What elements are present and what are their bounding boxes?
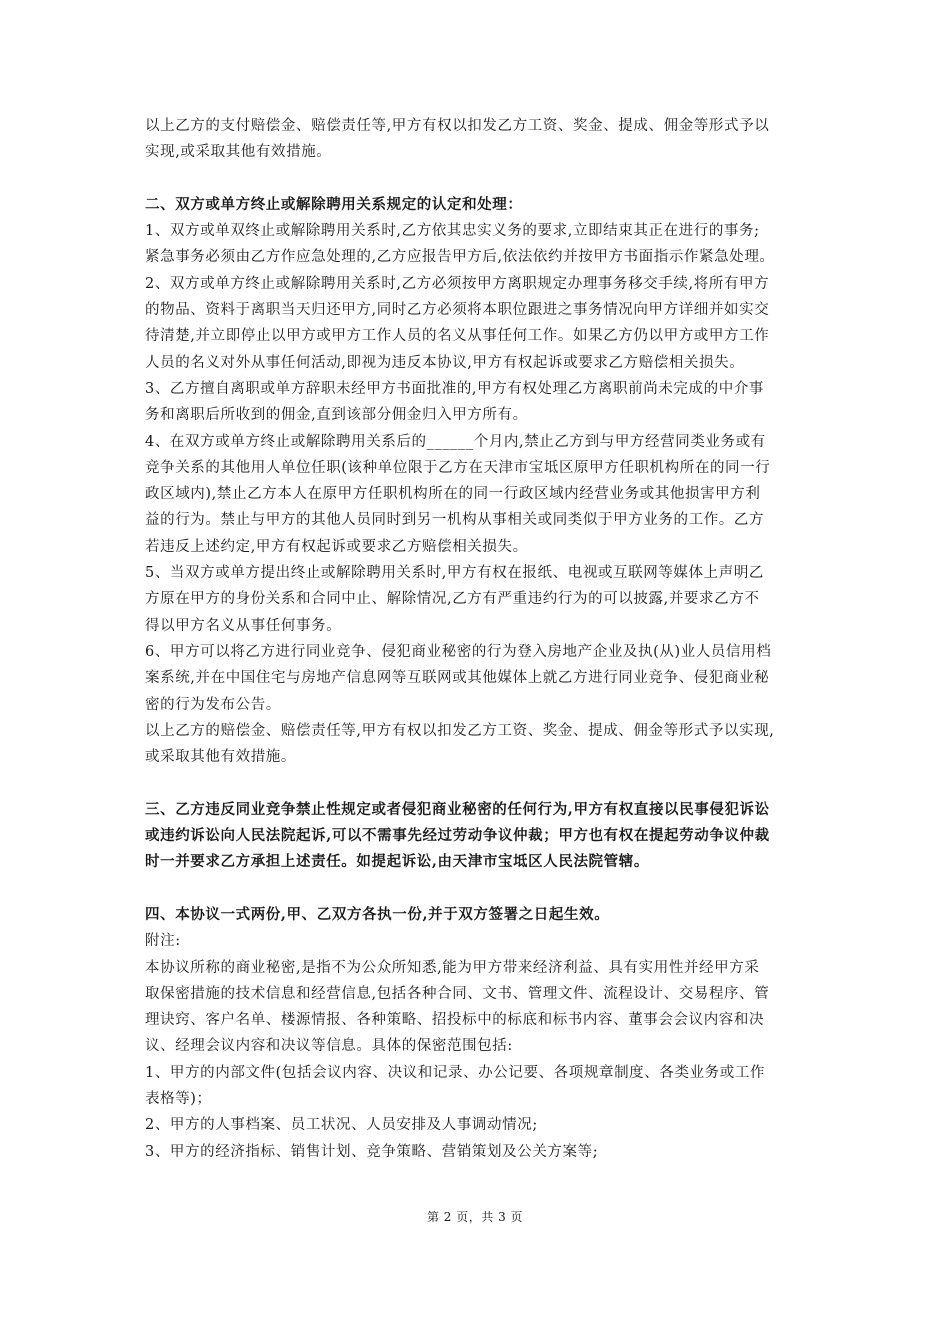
body-text-line: 实现,或采取其他有效措施。 (145, 144, 332, 161)
blank-line (145, 770, 809, 796)
body-text-line: 2、双方或单方终止或解除聘用关系时,乙方必须按甲方离职规定办理事务移交手续,将所有甲方 (145, 275, 770, 292)
body-text-line: 政区域内),禁止乙方本人在原甲方任职机构所在的同一行政区域内经营业务或其他损害甲方利 (145, 486, 761, 503)
page-number: 第 2 页，共 3 页 (426, 1210, 524, 1224)
body-text-line: 的物品、资料于离职当天归还甲方,同时乙方必须将本职位跟进之事务情况向甲方详细并如实交 (145, 302, 770, 319)
body-text-line: 人员的名义对外从事任何活动,即视为违反本协议,甲方有权起诉或要求乙方赔偿相关损失。 (145, 354, 745, 371)
body-text-line: 4、在双方或单方终止或解除聘用关系后的______个月内,禁止乙方到与甲方经营同类业务或有 (145, 433, 766, 450)
body-text-line: 若违反上述约定,甲方有权起诉或要求乙方赔偿相关损失。 (145, 538, 528, 555)
body-text-line: 3、甲方的经济指标、销售计划、竞争策略、营销策划及公关方案等; (145, 1143, 599, 1160)
body-text-line: 议、经理会议内容和决议等信息。具体的保密范围包括: (145, 1038, 513, 1055)
body-text-line: 1、甲方的内部文件(包括会议内容、决议和记录、办公记要、各项规章制度、各类业务或工作 (145, 1064, 766, 1081)
page-footer (0, 1208, 950, 1225)
body-text-line: 取保密措施的技术信息和经营信息,包括各种合同、文书、管理文件、流程设计、交易程序、管 (145, 985, 770, 1002)
blank-line (145, 876, 809, 902)
body-text-line: 方原在甲方的身份关系和合同中止、解除情况,乙方有严重违约行为的可以披露,并要求乙方不 (145, 591, 760, 608)
blank-line (145, 166, 809, 192)
body-text-line: 理诀窍、客户名单、楼源情报、各种策略、招投标中的标底和标书内容、董事会会议内容和决 (145, 1012, 765, 1029)
body-text-line: 本协议所称的商业秘密,是指不为公众所知悉,能为甲方带来经济利益、具有实用性并经甲方采 (145, 959, 760, 976)
body-text-line: 益的行为。禁止与甲方的其他人员同时到另一机构从事相关或同类似于甲方业务的工作。乙方 (145, 512, 765, 529)
section-heading-line: 二、双方或单方终止或解除聘用关系规定的认定和处理： (145, 195, 523, 213)
body-text-line: 以上乙方的支付赔偿金、赔偿责任等,甲方有权以扣发乙方工资、奖金、提成、佣金等形式予以 (145, 118, 770, 134)
body-text-line: 以上乙方的赔偿金、赔偿责任等,甲方有权以扣发乙方工资、奖金、提成、佣金等形式予以实现, (145, 722, 775, 739)
section-heading-line: 时一并要求乙方承担上述责任。如提起诉讼,由天津市宝坻区人民法院管辖。 (145, 853, 649, 871)
body-text-line: 得以甲方名义从事任何事务。 (145, 617, 342, 634)
body-text-line: 6、甲方可以将乙方进行同业竞争、侵犯商业秘密的行为登入房地产企业及执(从)业人员信用档 (145, 643, 772, 660)
body-text-line: 3、乙方擅自离职或单方辞职未经甲方书面批准的,甲方有权处理乙方离职前尚未完成的中介事 (145, 380, 765, 397)
body-text-line: 密的行为发布公告。 (145, 696, 281, 713)
body-text-line: 5、当双方或单方提出终止或解除聘用关系时,甲方有权在报纸、电视或互联网等媒体上声明乙 (145, 565, 765, 582)
section-heading-line: 或违约诉讼向人民法院起诉,可以不需事先经过劳动争议仲裁；甲方也有权在提起劳动争议仲裁 (145, 827, 770, 845)
body-text-line: 2、甲方的人事档案、员工状况、人员安排及人事调动情况; (145, 1117, 538, 1134)
body-text-line: 或采取其他有效措施。 (145, 749, 296, 766)
section-heading-line: 四、本协议一式两份,甲、乙双方各执一份,并于双方签署之日起生效。 (145, 905, 610, 923)
body-text-line: 1、双方或单双终止或解除聘用关系时,乙方依其忠实义务的要求,立即结束其正在进行的事务; (145, 223, 760, 240)
body-text-line: 务和离职后所收到的佣金,直到该部分佣金归入甲方所有。 (145, 407, 528, 424)
body-text-line: 竞争关系的其他用人单位任职(该种单位限于乙方在天津市宝坻区原甲方任职机构所在的同一行 (145, 459, 771, 476)
document-body (145, 113, 809, 1165)
body-text-line: 待清楚,并立即停止以甲方或甲方工作人员的名义从事任何工作。如果乙方仍以甲方或甲方工作 (145, 328, 770, 345)
body-text-line: 紧急事务必须由乙方作应急处理的,乙方应报告甲方后,依法依约并按甲方书面指示作紧急处理。 (145, 249, 775, 266)
body-text-line: 附注: (145, 933, 181, 950)
section-heading-line: 三、乙方违反同业竞争禁止性规定或者侵犯商业秘密的任何行为,甲方有权直接以民事侵犯诉讼 (145, 800, 770, 818)
body-text-line: 表格等)； (145, 1090, 212, 1107)
body-text-line: 案系统,并在中国住宅与房地产信息网等互联网或其他媒体上就乙方进行同业竞争、侵犯商业秘 (145, 670, 770, 687)
